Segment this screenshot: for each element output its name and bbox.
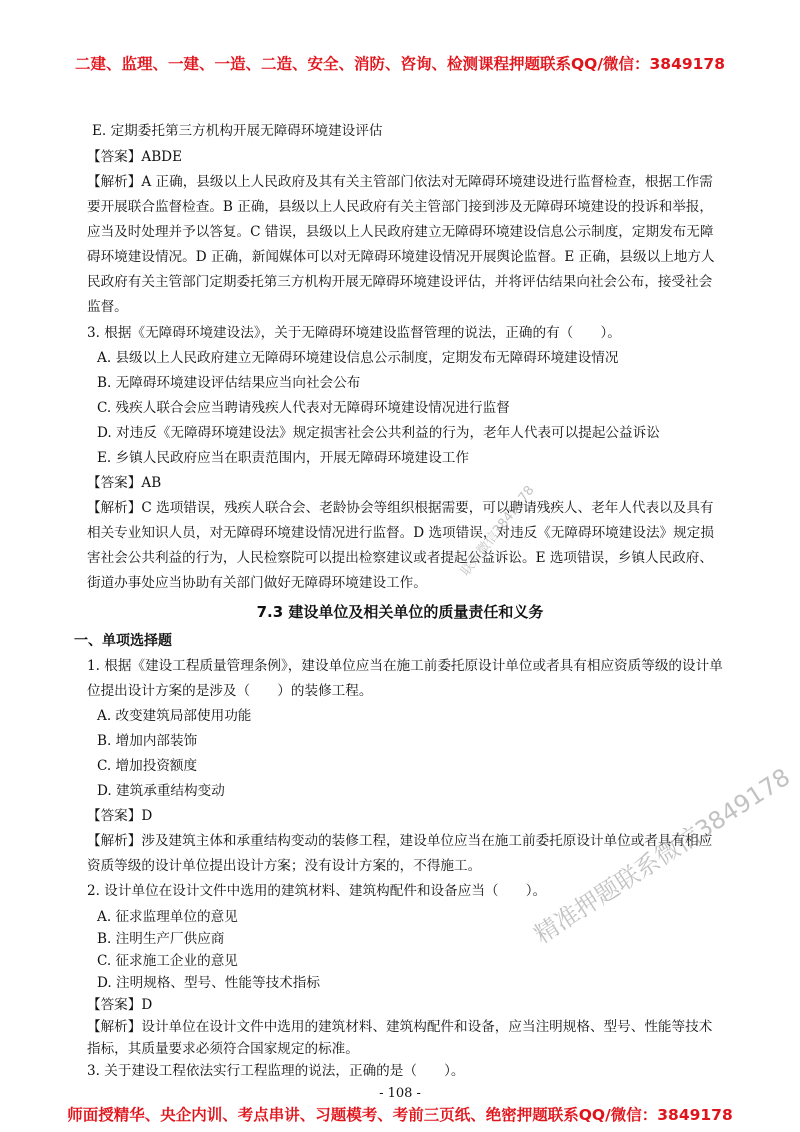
header-banner: 二建、监理、一建、一造、二造、安全、消防、咨询、检测课程押题联系QQ/微信：3849178 <box>74 55 725 73</box>
answer: 【答案】AB <box>87 475 162 491</box>
text-line: 指标，其质量要求必须符合国家规定的标准。 <box>87 1041 359 1057</box>
text-line: 街道办事处应当协助有关部门做好无障碍环境建设工作。 <box>87 575 427 591</box>
text-line: 【解析】A 正确，县级以上人民政府及其有关主管部门依法对无障碍环境建设进行监督检查，根据工作需 <box>87 174 713 190</box>
option: B. 增加内部装饰 <box>97 733 198 749</box>
watermark-small: 联系微信3849178 <box>458 483 538 579</box>
text-line: 应当及时处理并予以答复。C 错误，县级以上人民政府建立无障碍环境建设信息公示制度，定期发布无障 <box>87 224 714 240</box>
section-title: 7.3 建设单位及相关单位的质量责任和义务 <box>256 603 544 621</box>
option: A. 征求监理单位的意见 <box>97 909 238 925</box>
text-line: 民政府有关主管部门定期委托第三方机构开展无障碍环境建设评估，并将评估结果向社会公布，接受社会 <box>87 274 713 290</box>
text-line: 【解析】C 选项错误，残疾人联合会、老龄协会等组织根据需要，可以聘请残疾人、老年人代表以及具有 <box>87 500 714 516</box>
page-number: - 108 - <box>379 1086 421 1101</box>
text-line: 碍环境建设情况。D 正确，新闻媒体可以对无障碍环境建设情况开展舆论监督。E 正确，县级以上地方人 <box>87 249 715 265</box>
text-line: 资质等级的设计单位提出设计方案；没有设计方案的，不得施工。 <box>87 858 482 874</box>
option: E. 乡镇人民政府应当在职责范围内，开展无障碍环境建设工作 <box>97 450 470 466</box>
question-stem: 位提出设计方案的是涉及（ ）的装修工程。 <box>87 683 373 699</box>
text-line: 【答案】ABDE <box>87 149 183 165</box>
subsection-title: 一、单项选择题 <box>74 633 172 649</box>
option: C. 征求施工企业的意见 <box>97 953 238 969</box>
text-line: 【解析】涉及建筑主体和承重结构变动的装修工程，建设单位应当在施工前委托原设计单位或者具有相应 <box>87 833 713 849</box>
option: A. 县级以上人民政府建立无障碍环境建设信息公示制度，定期发布无障碍环境建设情况 <box>97 350 619 366</box>
option: B. 无障碍环境建设评估结果应当向社会公布 <box>97 375 361 391</box>
text-line: 害社会公共利益的行为，人民检察院可以提出检察建议或者提起公益诉讼。E 选项错误，乡镇人民政府、 <box>87 550 713 566</box>
footer-banner: 师面授精华、央企内训、考点串讲、习题模考、考前三页纸、绝密押题联系QQ/微信：3849178 <box>67 1106 733 1124</box>
option: D. 建筑承重结构变动 <box>97 783 225 799</box>
text-line: 监督。 <box>87 299 128 315</box>
answer: 【答案】D <box>87 808 153 824</box>
question-stem: 2. 设计单位在设计文件中选用的建筑材料、建筑构配件和设备应当（ ）。 <box>87 883 547 899</box>
text-line: 【解析】设计单位在设计文件中选用的建筑材料、建筑构配件和设备，应当注明规格、型号、性能等技术 <box>87 1019 713 1035</box>
question-stem: 3. 根据《无障碍环境建设法》，关于无障碍环境建设监督管理的说法，正确的有（ ）。 <box>87 325 621 341</box>
text-line: 要开展联合监督检查。B 正确，县级以上人民政府有关主管部门接到涉及无障碍环境建设的投诉和举报， <box>87 199 714 215</box>
option: D. 注明规格、型号、性能等技术指标 <box>97 975 320 991</box>
option: A. 改变建筑局部使用功能 <box>97 708 252 724</box>
option: D. 对违反《无障碍环境建设法》规定损害社会公共利益的行为，老年人代表可以提起公益诉讼 <box>97 425 660 441</box>
text-line: E. 定期委托第三方机构开展无障碍环境建设评估 <box>92 123 383 139</box>
text-line: 相关专业知识人员，对无障碍环境建设情况进行监督。D 选项错误，对违反《无障碍环境建设法》规定损 <box>87 525 714 541</box>
option: B. 注明生产厂供应商 <box>97 931 225 947</box>
question-stem: 1. 根据《建设工程质量管理条例》，建设单位应当在施工前委托原设计单位或者具有相应资质等级的设计单 <box>87 658 723 674</box>
option: C. 增加投资额度 <box>97 758 198 774</box>
question-stem: 3. 关于建设工程依法实行工程监理的说法，正确的是（ ）。 <box>87 1063 465 1079</box>
watermark-large: 精准押题联系微信3849178 <box>529 762 796 950</box>
answer: 【答案】D <box>87 997 153 1013</box>
option: C. 残疾人联合会应当聘请残疾人代表对无障碍环境建设情况进行监督 <box>97 400 510 416</box>
